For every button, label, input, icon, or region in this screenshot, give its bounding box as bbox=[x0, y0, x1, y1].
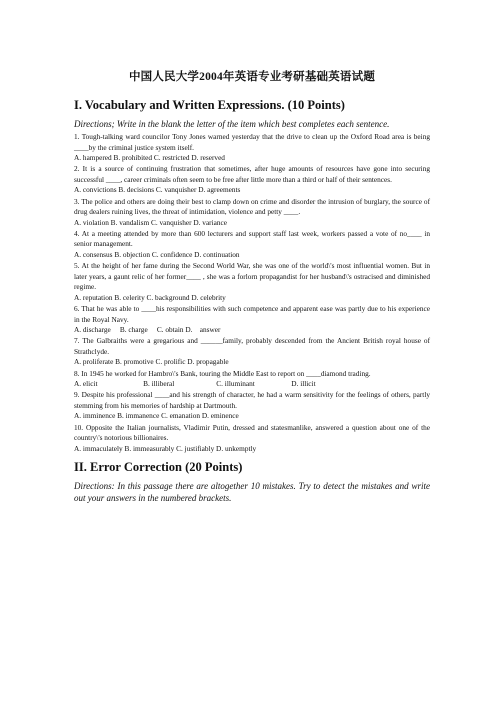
options-6: A. discharge B. charge C. obtain D. answer bbox=[74, 325, 221, 335]
question-2: 2. It is a source of continuing frustration that sometimes, after huge amounts of resources have gone into securing successful ____, career criminals often seem to be free after little more than a third or half of their sentences. bbox=[74, 164, 430, 184]
document-content bbox=[74, 68, 430, 506]
options-1: A. hampered B. prohibited C. restricted D. reserved bbox=[74, 153, 225, 163]
question-8: 8. In 1945 he worked for Hambro\'s Bank, touring the Middle East to report on ____diamond trading. bbox=[74, 368, 371, 378]
options-3: A. violation B. vandalism C. vanquisher D. variance bbox=[74, 217, 227, 227]
question-4: 4. At a meeting attended by more than 600 lecturers and support staff last week, workers passed a vote of no____ in senior management. bbox=[74, 228, 430, 249]
section-directions-2: Directions: In this passage there are altogether 10 mistakes. Try to detect the mistakes and write out your answers in the numbered brackets. bbox=[74, 481, 430, 504]
options-5: A. reputation B. celerity C. background D. celebrity bbox=[74, 292, 226, 302]
options-9: A. imminence B. immanence C. emanation D. eminence bbox=[74, 411, 239, 421]
options-4: A. consensus B. objection C. confidence D. continuation bbox=[74, 250, 240, 260]
options-7: A. proliferate B. promotive C. prolific D. propagable bbox=[74, 357, 229, 367]
question-1: 1. Tough-talking ward councilor Tony Jones warned yesterday that the drive to clean up the Oxford Road area is being ____by the criminal justice system itself. bbox=[74, 132, 430, 152]
options-2: A. convictions B. decisions C. vanquisher D. agreements bbox=[74, 185, 241, 195]
section-directions: Directions; Write in the blank the letter of the item which best completes each sentence. bbox=[74, 119, 390, 129]
question-10: 10. Opposite the Italian journalists, Vladimir Putin, dressed and statesmanlike, answered a question about one of the country\'s notorious billionaires. bbox=[74, 422, 430, 443]
question-5: 5. At the height of her fame during the Second World War, she was one of the world\'s most influential women. But in later years, a gaunt relic of her former____ , she was a forlorn propagandist for her husband\'s ostracised and diminished regime. bbox=[74, 261, 430, 292]
page-title: 中国人民大学2004年英语专业考研基础英语试题 bbox=[128, 71, 376, 83]
section-heading-vocabulary: I. Vocabulary and Written Expressions. (10 Points) bbox=[74, 98, 345, 112]
options-10: A. immaculately B. immeasurably C. justifiably D. unkemptly bbox=[74, 443, 257, 453]
question-6: 6. That he was able to ____his responsibilities with such competence and apparent ease was partly due to his experience in the Royal Navy. bbox=[74, 304, 430, 324]
question-7: 7. The Galbraiths were a gregarious and ______family, probably descended from the Ancient British royal house of Strathclyde. bbox=[74, 336, 430, 356]
question-9: 9. Despite his professional ____and his strength of character, he had a warm sensitivity for the feelings of others, partly stemming from his memories of hardship at Dartmouth. bbox=[74, 390, 430, 410]
question-3: 3. The police and others are doing their best to clamp down on crime and disorder the intrusion of burglary, the source of drug dealers ruining lives, the threat of intimidation, violence and petty ____. bbox=[74, 196, 430, 217]
section-heading-error-correction: II. Error Correction (20 Points) bbox=[74, 460, 243, 475]
options-8: A. elicit B. illiberal C. illuminant D. illicit bbox=[74, 379, 316, 389]
